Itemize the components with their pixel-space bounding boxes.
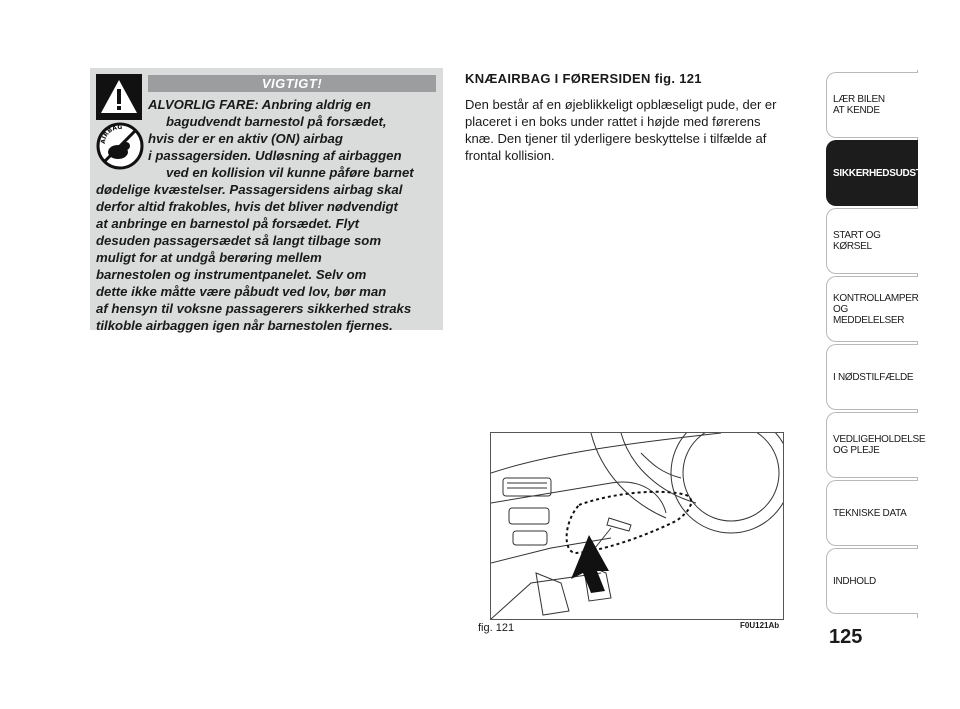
- tab-label: TEKNISKE DATA: [833, 507, 907, 519]
- tab-label: LÆR BILEN: [833, 94, 885, 105]
- warning-text: [96, 96, 438, 334]
- warning-line: i passagersiden. Udløsning af airbaggen: [148, 148, 402, 163]
- tab-start-og-korsel[interactable]: [826, 208, 918, 274]
- warning-line: af hensyn til voksne passagerers sikkerhed straks: [96, 301, 412, 316]
- tab-vedligeholdelse[interactable]: [826, 412, 926, 478]
- tab-label: INDHOLD: [833, 575, 876, 587]
- tab-label: SIKKERHEDSUDSTYR: [833, 167, 935, 179]
- warning-line: derfor altid frakobles, hvis det bliver nødvendigt: [96, 199, 398, 214]
- warning-line: bagudvendt barnestol på forsædet,: [166, 114, 387, 129]
- airbag-icon-label: AIRBAG: [99, 123, 123, 145]
- warning-line: hvis der er en aktiv (ON) airbag: [148, 131, 343, 146]
- warning-line: tilkoble airbaggen igen når barnestolen fjernes.: [96, 318, 393, 333]
- warning-line: at anbringe en barnestol på forsædet. Flyt: [96, 216, 360, 231]
- tab-tekniske-data[interactable]: [826, 480, 918, 546]
- figure-code: F0U121Ab: [740, 621, 780, 630]
- knee-airbag-figure: [490, 432, 784, 620]
- tab-laer-bilen-at-kende[interactable]: [826, 72, 918, 138]
- warning-line: muligt for at undgå berøring mellem: [96, 250, 322, 265]
- tab-sikkerhedsudstyr[interactable]: [826, 140, 935, 206]
- tab-label: OG PLEJE: [833, 445, 880, 456]
- warning-line: dette ikke måtte være påbudt ved lov, bør man: [96, 284, 387, 299]
- tab-i-nodstilfaelde[interactable]: [826, 344, 918, 410]
- warning-line: barnestolen og instrumentpanelet. Selv om: [96, 267, 367, 282]
- tab-label: KONTROLLAMPER: [833, 292, 919, 304]
- tab-label: VEDLIGEHOLDELSE: [833, 434, 926, 445]
- tab-label: I NØDSTILFÆLDE: [833, 371, 914, 383]
- knee-airbag-illustration: [491, 433, 783, 619]
- tab-label: AT KENDE: [833, 105, 880, 116]
- warning-header: VIGTIGT!: [148, 75, 436, 92]
- warning-line: dødelige kvæstelser. Passagersidens airbag skal: [96, 182, 403, 197]
- tab-kontrollamper[interactable]: [826, 276, 918, 342]
- figure-caption: fig. 121: [478, 622, 515, 634]
- warning-line: desuden passagersædet så langt tilbage som: [96, 233, 382, 248]
- warning-line: ALVORLIG FARE: Anbring aldrig en: [148, 97, 371, 112]
- body-line: frontal kollision.: [465, 148, 555, 163]
- body-line: Den består af en øjeblikkeligt opblæseligt pude, der er: [465, 97, 777, 112]
- body-line: knæ. Den tjener til yderligere beskyttelse i tilfælde af: [465, 131, 767, 146]
- tab-label: START OG KØRSEL: [833, 230, 881, 252]
- body-line: placeret i en boks under rattet i højde med førerens: [465, 114, 761, 129]
- section-body: [465, 96, 805, 164]
- page-number: 125: [829, 626, 863, 648]
- warning-line: ved en kollision vil kunne påføre barnet: [166, 165, 414, 180]
- tab-label: OG MEDDELELSER: [833, 303, 905, 326]
- tab-indhold[interactable]: [826, 548, 918, 614]
- section-title: KNÆAIRBAG I FØRERSIDEN fig. 121: [465, 71, 702, 86]
